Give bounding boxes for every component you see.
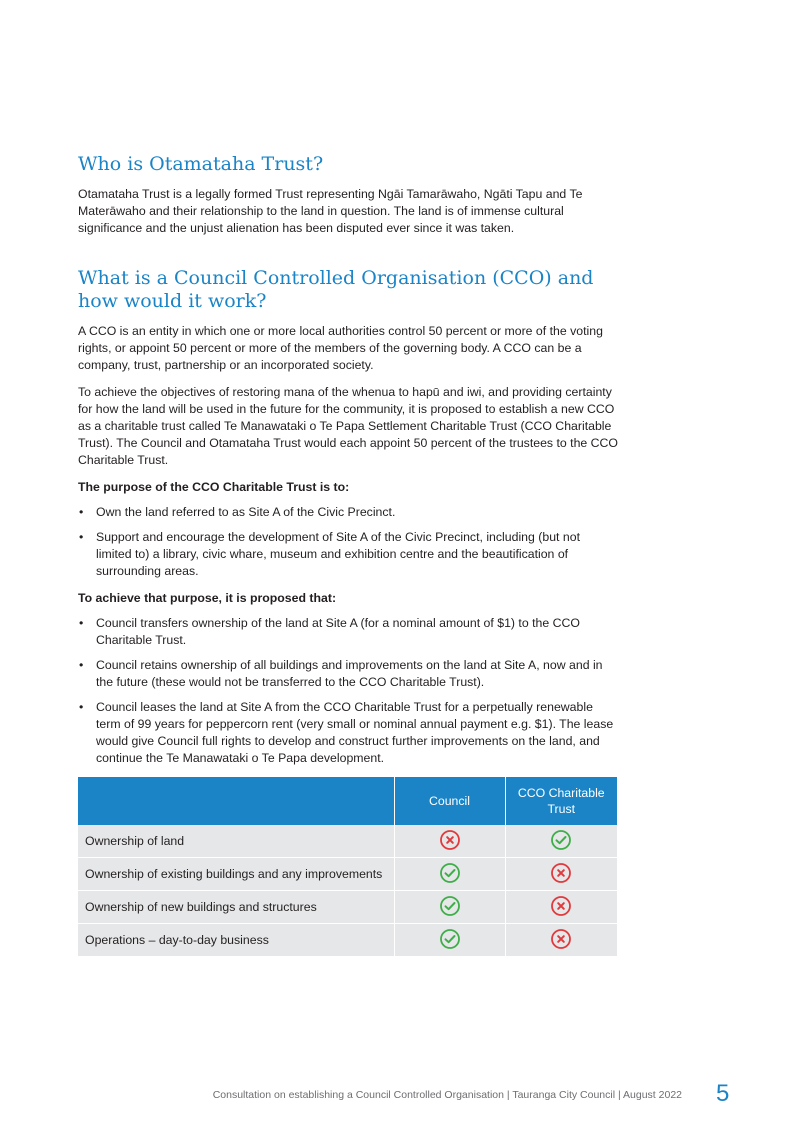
row-label: Ownership of new buildings and structures (78, 891, 394, 924)
table-row (78, 891, 617, 924)
list-item (78, 615, 618, 649)
check-icon (439, 862, 461, 884)
footer-text: Consultation on establishing a Council Controlled Organisation | Tauranga City Council | August 2022 (212, 1089, 682, 1101)
council-cell (394, 825, 505, 858)
council-cell (394, 924, 505, 957)
bullet: • (79, 505, 84, 519)
bullet: • (79, 616, 84, 630)
proposal-list (78, 615, 618, 767)
list-item-text: Council leases the land at Site A from the CCO Charitable Trust for a perpetually renewable term of 99 years for peppercorn rent (very small or nominal annual payment e.g. $1). The lease would give Council full rights to develop and construct further improvements on the land, and continue the Te Manawataki o Te Papa development. (96, 700, 614, 765)
table-body (78, 825, 617, 957)
row-label: Operations – day-to-day business (78, 924, 394, 957)
table-row (78, 858, 617, 891)
table-row (78, 924, 617, 957)
cco-cell (505, 891, 617, 924)
table-row (78, 825, 617, 858)
check-icon (550, 829, 572, 851)
bullet: • (79, 658, 84, 672)
cco-cell (505, 858, 617, 891)
section-title-cco: What is a Council Controlled Organisation (CCO) and how would it work? (78, 267, 594, 312)
list-item (78, 657, 618, 691)
list-item-text: Council retains ownership of all buildings and improvements on the land at Site A, now and in the future (these would not be transferred to the CCO Charitable Trust). (96, 658, 603, 689)
ownership-table (78, 777, 617, 957)
check-icon (439, 928, 461, 950)
page-number: 5 (716, 1080, 730, 1107)
bullet: • (79, 530, 84, 544)
table-header-council: Council (394, 777, 505, 825)
list-item-text: Support and encourage the development of Site A of the Civic Precinct, including (but not limited to) a library, civic whare, museum and exhibition centre and the beautification of surrounding areas. (96, 530, 580, 578)
row-label: Ownership of existing buildings and any improvements (78, 858, 394, 891)
list-item (78, 529, 618, 580)
section-body-otamataha: Otamataha Trust is a legally formed Trust representing Ngāi Tamarāwaho, Ngāti Tapu and Te Materāwaho and their relationship to the land in question. The land is of immense cultural significance and the unjust alienation has been disputed ever since it was taken. (78, 187, 583, 235)
cross-icon (550, 862, 572, 884)
page-content (78, 153, 618, 957)
cco-cell (505, 924, 617, 957)
section-title-otamataha: Who is Otamataha Trust? (78, 153, 324, 175)
cco-cell (505, 825, 617, 858)
cco-definition-paragraph: A CCO is an entity in which one or more local authorities control 50 percent or more of the voting rights, or appoint 50 percent or more of the members of the governing body. A CCO can be a company, trust, partnership or an incorporated society. (78, 324, 603, 372)
check-icon (439, 895, 461, 917)
purpose-list (78, 504, 618, 580)
cross-icon (550, 895, 572, 917)
purpose-heading: The purpose of the CCO Charitable Trust is to: (78, 480, 350, 494)
proposal-heading: To achieve that purpose, it is proposed that: (78, 591, 337, 605)
list-item (78, 699, 618, 767)
bullet: • (79, 700, 84, 714)
council-cell (394, 858, 505, 891)
row-label: Ownership of land (78, 825, 394, 858)
table-header-cco: CCO Charitable Trust (505, 777, 617, 825)
list-item-text: Council transfers ownership of the land at Site A (for a nominal amount of $1) to the CCO Charitable Trust. (96, 616, 580, 647)
list-item (78, 504, 618, 521)
table-header-empty (78, 777, 394, 825)
table-header-row (78, 777, 617, 825)
list-item-text: Own the land referred to as Site A of the Civic Precinct. (96, 505, 396, 519)
cross-icon (439, 829, 461, 851)
council-cell (394, 891, 505, 924)
cco-proposal-paragraph: To achieve the objectives of restoring mana of the whenua to hapū and iwi, and providing certainty for how the land will be used in the future for the community, it is proposed to establish a new CCO as a charitable trust called Te Manawataki o Te Papa Settlement Charitable Trust (CCO Charitable Trust). The Council and Otamataha Trust would each appoint 50 percent of the trustees to the CCO Charitable Trust. (78, 385, 618, 467)
cross-icon (550, 928, 572, 950)
